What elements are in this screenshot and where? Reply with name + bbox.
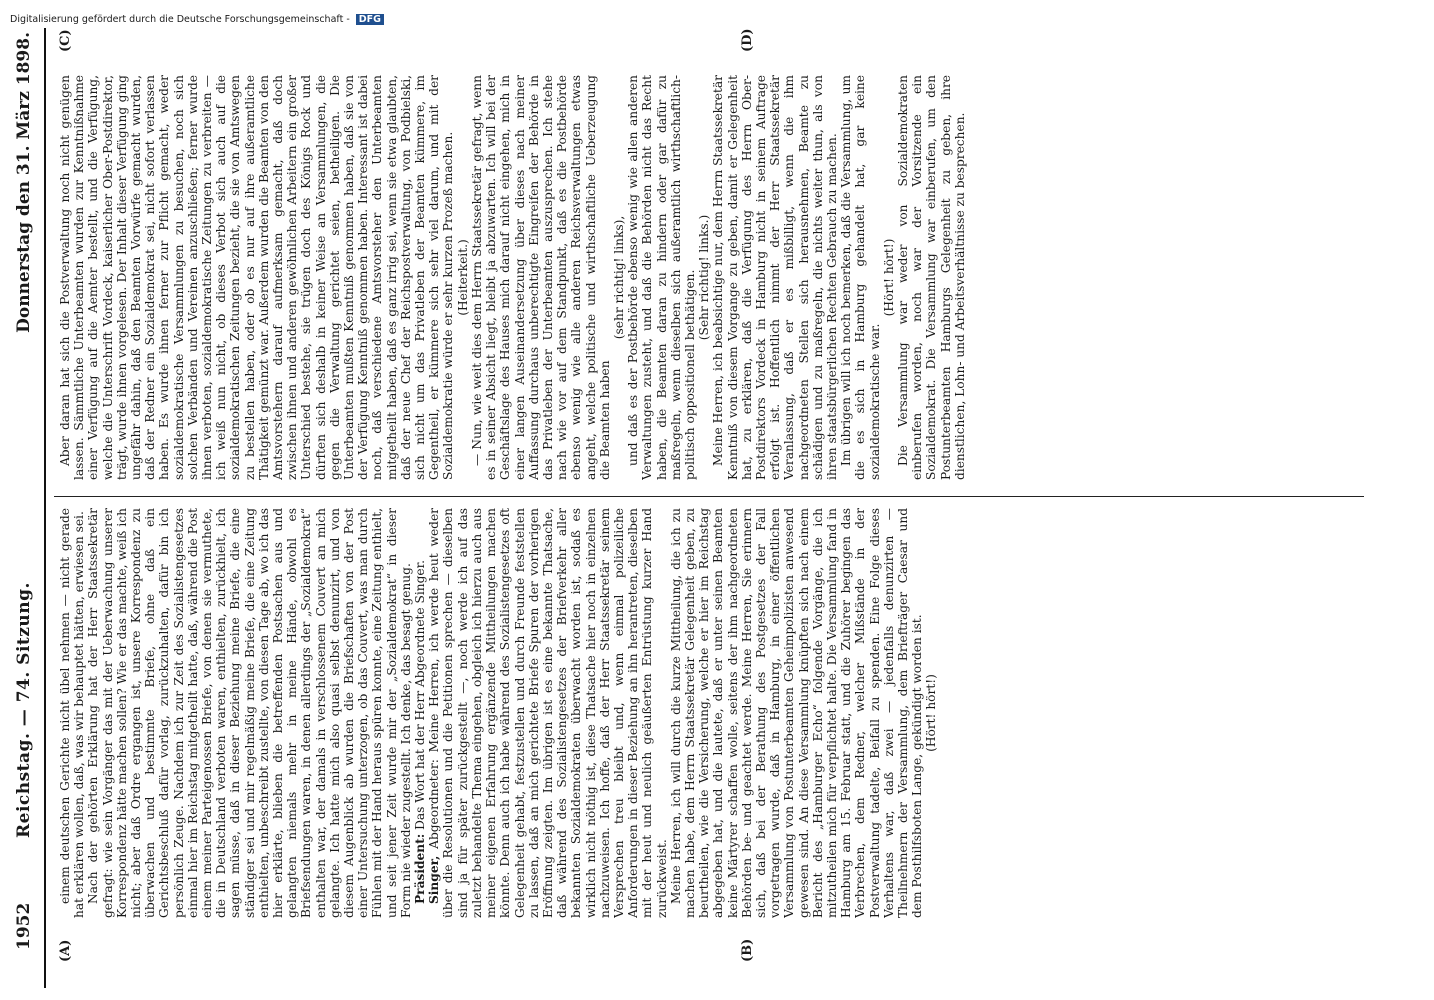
paragraph: Nach der gehörten Erklärung hat der Herr Staatssekretär gefragt: wie sein Vorgänger das mit der Ueberwachung unserer Korrespondenz hätte machen sollen? Wie er das machte, weiß ich nicht; aber daß Ordre ergangen ist, unsere Korrespondenz zu überwachen und bestimmte Briefe, ohne daß ein Gerichtsbeschluß dafür vorlag, zurückzuhalten, dafür bin ich persönlich Zeuge. Nachdem ich zur Zeit des Sozialistengesetzes einmal hier im Reichstag mitgetheilt hatte, daß, während die Post einem meiner Parteigenossen Briefe, von denen sie vermuthete, die in Deutschland verboten waren, enthielten, zurückhielt, ich sagen müsse, daß in dieser Beziehung meine Briefe, die eine ständiger sei und mir regelmäßig meine Briefe, die eine Zeitung enthielten, unbeschreibt zustellte, von diesen Tage ab, wo ich das hier erklärte, blieben die betreffenden Postsachen aus und gelangten niemals mehr in meine Hände, obwohl es Briefsendungen waren, in denen allerdings der „Sozialdemokrat“ enthalten war, der damals in verschlossenem Couvert an mich gelangte. Ich hatte mich also quasi selbst denunzirt, und von diesem Augenblick ab wurden die Briefschaften von der Post einer Untersuchung unterzogen, ob das Couvert, was man durch Fühlen mit der Hand heraus spüren konnte, eine Zeitung enthielt, und seit jener Zeit wurde mir der „Sozialdemokrat“ in dieser Form nie wieder zugestellt. Ich denke, das besagt genug. bbox=[86, 508, 413, 918]
left-column bbox=[58, 508, 1374, 918]
header-session: Reichstag. — 74. Sitzung. bbox=[14, 582, 34, 838]
speaker-name: Präsident: bbox=[413, 833, 428, 904]
header-date: Donnerstag den 31. März 1898. bbox=[14, 32, 34, 333]
speaker-name: Singer, bbox=[427, 855, 442, 904]
interjection: (Hört! hört!) bbox=[924, 674, 939, 752]
page-number: 1952 bbox=[14, 902, 34, 950]
paragraph bbox=[427, 508, 668, 918]
interjection: (Heiterkeit.) bbox=[455, 239, 470, 316]
interjection: (sehr richtig! links), bbox=[611, 215, 626, 340]
paragraph: Im übrigen will ich noch bemerken, daß die Versammlung, um die es sich in Hamburg gehandelt hat, gar keine sozialdemokratische war. bbox=[839, 75, 882, 480]
credit-text: Digitalisierung gefördert durch die Deutsche Forschungsgemeinschaft - bbox=[10, 14, 350, 25]
interjection: (Sehr richtig! links.) bbox=[697, 214, 712, 341]
margin-mark-b: (B) bbox=[740, 938, 755, 962]
digitization-credit bbox=[10, 14, 1390, 25]
margin-mark-c: (C) bbox=[58, 29, 73, 52]
paragraph: und daß es der Postbehörde ebenso wenig wie allen anderen Verwaltungen zusteht, und daß die Behörden nicht das Recht haben, die Beamten daran zu hindern oder gar dafür zu maßregeln, wenn dieselben sich außeramtlich wirthschaftlich-politisch oppositionell bethätigen. bbox=[626, 75, 697, 480]
paragraph bbox=[413, 508, 427, 918]
right-column bbox=[58, 75, 1374, 480]
paragraph: Aber daran hat sich die Postverwaltung noch nicht genügen lassen. Sämmtliche Unterbeamten wurden zur Kenntnißnahme einer Verfügung auf die Aemter bestellt, und die Verfügung, welche die Unterschrift Vordeck, kaiserlicher Ober-Postdirektor, trägt, wurde ihnen vorgelesen. Der Inhalt dieser Verfügung ging ungefähr dahin, daß den Beamten Vorwürfe gemacht wurden, daß der Redner ein Sozialdemokrat sei, nicht sofort verlassen haben. Es wurde ihnen ferner zur Pflicht gemacht, weder sozialdemokratische Versammlungen zu besuchen, noch sich solchen Verbänden und Vereinen anzuschließen; ferner wurde ihnen verboten, sozialdemokratische Zeitungen zu verbreiten — ich weiß nun nicht, ob dieses Verbot sich auch auf die sozialdemokratischen Zeitungen bezieht, die sie von Amtswegen zu bestellen haben, oder ob es nur auf ihre außeramtliche Thätigkeit gemünzt war. Außerdem wurden die Beamten von den Amtsvorstehern darauf aufmerksam gemacht, daß doch zwischen ihnen und anderen gewöhnlichen Arbeitern ein großer Unterschied bestehe, sie trügen doch des Königs Rock und dürften sich deshalb in keiner Weise an Versammlungen, die gegen die Verwaltung gerichtet seien, betheiligen. Die Unterbeamten mußten Kenntniß genommen haben, daß sie von der Verfügung Kenntniß genommen haben. Interessant ist dabei noch, daß verschiedene Amtsvorsteher den Unterbeamten mitgetheilt haben, daß es ganz irrig sei, wenn sie etwa glaubten, daß der neue Chef der Reichspostverwaltung, von Podbielski, sich nicht um das Privatleben der Beamten kümmere, im Gegentheil, er kümmere sich sehr viel darum, und mit der Sozialdemokratie würde er sehr kurzen Prozeß machen. bbox=[58, 75, 456, 480]
paragraph: Meine Herren, ich beabsichtige nur, dem Herrn Staatssekretär Kenntniß von diesem Vorgange zu geben, damit er Gelegenheit hat, zu erklären, daß die Verfügung des Herrn Ober-Postdirektors Vordeck in Hamburg nicht in seinem Auftrage erfolgt ist. Hoffentlich nimmt der Herr Staatssekretär Veranlassung, daß er es mißbilligt, wenn die ihm nachgeordneten Stellen sich herausnehmen, Beamte zu schädigen und zu maßregeln, die nichts weiter thun, als von ihren staatsbürgerlichen Rechten Gebrauch zu machen. bbox=[711, 75, 839, 480]
paragraph: Die Versammlung war weder von Sozialdemokraten einberufen worden, noch war der Vorsitzende ein Sozialdemokrat. Die Versammlung war einberufen, um den Postunterbeamten Hamburgs Gelegenheit zu geben, ihre dienstlichen, Lohn- und Arbeitsverhältnisse zu besprechen. bbox=[895, 75, 967, 480]
speech-text: Abgeordneter: Meine Herren, ich werde heut weder über die Resolutionen und die Petitionen sprechen — dieselben sind ja für später zurückgestellt —, noch werde ich auf das zuletzt behandelte Thema eingehen, obgleich ich hierzu auch aus meiner eigenen Erfahrung ergänzende Mittheilungen machen könnte. Denn auch ich habe während des Sozialistengesetzes oft Gelegenheit gehabt, festzustellen und durch Freunde feststellen zu lassen, daß an mich gerichtete Briefe Spuren der vorherigen Eröffnung zeigten. Im übrigen ist es eine bekannte Thatsache, daß während des Sozialistengesetzes der Briefverkehr aller bekannten Sozialdemokraten überwacht worden ist, sodaß es wirklich nicht nöthig ist, diese Thatsache hier noch in einzelnen nachzuweisen. Ich hoffe, daß der Herr Staatssekretär seinem Versprechen treu bleibt und, wenn einmal polizeiliche Anforderungen in dieser Beziehung an ihn herantreten, dieselben mit der heut und neulich geäußerten Entrüstung kurzer Hand zurückweist. bbox=[427, 508, 669, 918]
paragraph: — Nun, wie weit dies dem Herrn Staatssekretär gefragt, wenn es in seiner Absicht liegt, bleibt ja abzuwarten. Ich will bei der Geschäftslage des Hauses mich darauf nicht eingehen, mich in einer langen Auseinandersetzung über dieses nach meiner Auffassung durchaus unberechtigte Eingreifen der Behörde in das Privatleben der Unterbeamten auszusprechen. Ich stehe nach wie vor auf dem Standpunkt, daß es die Postbehörde ebenso wenig wie alle anderen Reichsverwaltungen etwas angeht, welche politische und wirthschaftliche Ueberzeugung die Beamten haben bbox=[469, 75, 612, 480]
column-divider bbox=[54, 496, 1364, 497]
speech-text: Das Wort hat der Herr Abgeordnete Singer. bbox=[413, 560, 428, 830]
page-header bbox=[8, 28, 46, 988]
margin-mark-d: (D) bbox=[740, 28, 755, 52]
paragraph: einem deutschen Gerichte nicht übel nehmen — nicht gerade hat erklären wollen, daß, was wir behauptet hätten, erwiesen sei. bbox=[58, 508, 87, 918]
interjection: (Hört! hört!) bbox=[881, 238, 896, 317]
margin-mark-a: (A) bbox=[58, 939, 73, 962]
paragraph: Meine Herren, ich will durch die kurze Mittheilung, die ich zu machen habe, dem Herrn Staatssekretär Gelegenheit geben, zu beurtheilen, wie die Versicherung, welche er hier im Reichstag abgegeben hat, und die lautete, daß er unter seinen Beamten keine Märtyrer schaffen wolle, seitens der ihm nachgeordneten Behörden be- und geachtet werde. Meine Herren, Sie erinnern sich, daß bei der Berathung des Postgesetzes der Fall vorgetragen wurde, daß in Hamburg, in einer öffentlichen Versammlung von Postunterbeamten Geheimpolizisten anwesend gewesen sind. An diese Versammlung knüpften sich nach einem Bericht des „Hamburger Echo“ folgende Vorgänge, die ich mitzutheilen mich für verpflichtet halte. Die Versammlung fand in Hamburg am 15. Februar statt, und die Zuhörer begingen das Verbrechen, dem Redner, welcher Mißstände in der Postverwaltung tadelte, Beifall zu spenden. Eine Folge dieses Verhaltens war, daß zwei — jedenfalls denunzirten — Theilnehmern der Versammlung, dem Briefträger Caesar und dem Posthilfsboten Lange, gekündigt worden ist. bbox=[668, 508, 925, 918]
dfg-logo: DFG bbox=[356, 14, 384, 25]
